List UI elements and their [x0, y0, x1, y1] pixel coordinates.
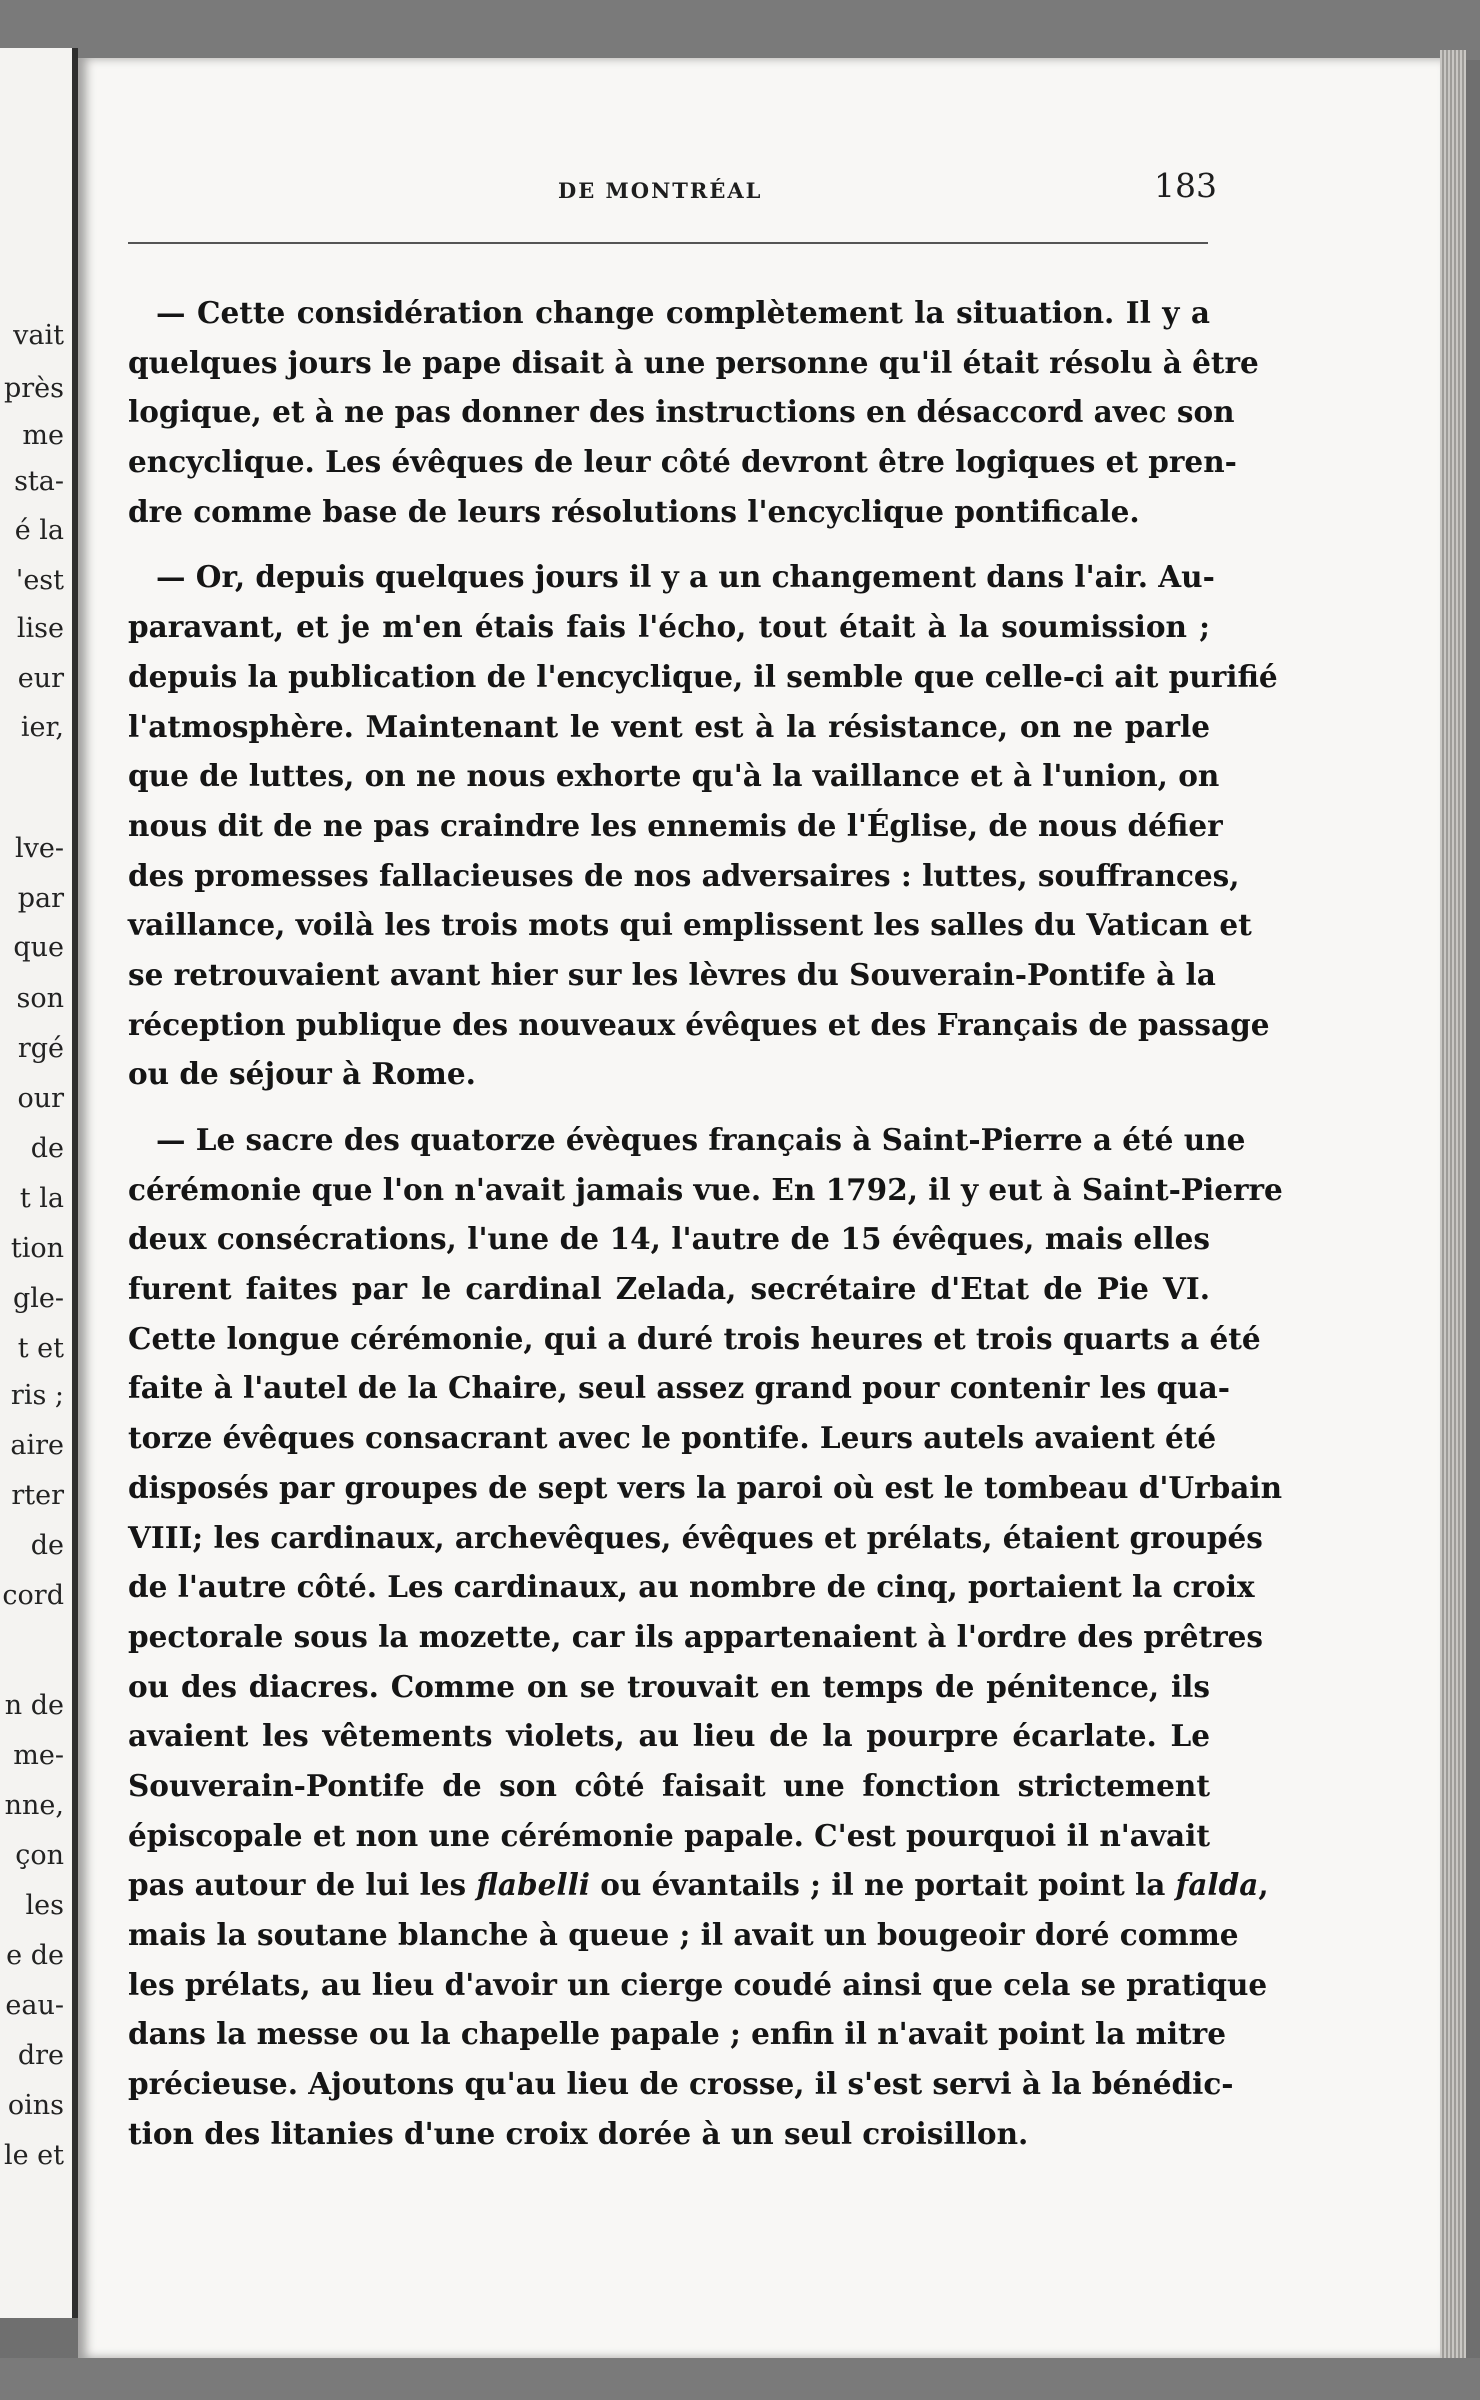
page-number: 183 [1154, 166, 1217, 205]
facing-page-fragment: our [17, 1083, 64, 1114]
facing-page-fragment: lve- [15, 833, 64, 864]
facing-page-fragment: eau- [5, 1990, 64, 2021]
facing-page-fragment: de [30, 1133, 64, 1164]
facing-page-fragment: ier, [20, 712, 64, 743]
text-line: furent faites par le cardinal Zelada, secrétaire d'Etat de Pie VI. [128, 1271, 1210, 1307]
facing-page-fragment: dre [17, 2040, 64, 2071]
text-line: les prélats, au lieu d'avoir un cierge coudé ainsi que cela se pratique [128, 1966, 1268, 2002]
text-segment: , [1258, 1867, 1269, 1903]
facing-page-fragment: son [16, 983, 64, 1014]
text-line: dre comme base de leurs résolutions l'encyclique pontificale. [128, 493, 1140, 529]
text-line: ou de séjour à Rome. [128, 1056, 476, 1092]
text-line: se retrouvaient avant hier sur les lèvres du Souverain-Pontife à la [128, 956, 1216, 992]
text-line: mais la soutane blanche à queue ; il avait un bougeoir doré comme [128, 1917, 1239, 1952]
text-line: des promesses fallacieuses de nos adversaires : luttes, souffrances, [128, 857, 1240, 893]
text-line: — Or, depuis quelques jours il y a un changement dans l'air. Au- [156, 559, 1215, 595]
paragraph [128, 1115, 1283, 2158]
facing-page-fragment: n de [4, 1690, 64, 1721]
text-line [128, 1860, 1269, 1910]
text-line: logique, et à ne pas donner des instructions en désaccord avec son [128, 394, 1235, 430]
facing-page-fragment: eur [17, 663, 64, 694]
facing-page-fragment: aire [10, 1430, 64, 1461]
text-line: réception publique des nouveaux évêques et des Français de passage [128, 1006, 1270, 1042]
text-line: l'atmosphère. Maintenant le vent est à la résistance, on ne parle [128, 708, 1210, 744]
facing-page-fragment: rter [11, 1480, 64, 1511]
paragraph-gap [128, 536, 1210, 552]
text-line: paravant, et je m'en étais fais l'écho, tout était à la soumission ; [128, 609, 1210, 645]
facing-page-fragment: oins [7, 2090, 64, 2121]
text-line: de l'autre côté. Les cardinaux, au nombre de cinq, portaient la croix [128, 1569, 1255, 1605]
facing-page-fragment: ris ; [10, 1380, 64, 1411]
text-line: depuis la publication de l'encyclique, il semble que celle-ci ait purifié [128, 658, 1278, 694]
facing-page-fragment: tion [10, 1233, 64, 1264]
facing-page-fragment: que [13, 932, 64, 963]
facing-page-fragment: gle- [12, 1283, 64, 1314]
text-line: vaillance, voilà les trois mots qui emplissent les salles du Vatican et [128, 907, 1252, 943]
facing-page-fragment: 'est [15, 565, 64, 596]
facing-page-fragment: vait [13, 320, 64, 351]
text-line: précieuse. Ajoutons qu'au lieu de crosse, il s'est servi à la bénédic- [128, 2066, 1234, 2102]
text-line: tion des litanies d'une croix dorée à un seul croisillon. [128, 2115, 1029, 2151]
text-line: Souverain-Pontife de son côté faisait une fonction strictement [128, 1767, 1210, 1803]
paragraph [128, 552, 1278, 1099]
page-edge [1440, 50, 1466, 2360]
text-line: ou des diacres. Comme on se trouvait en temps de pénitence, ils [128, 1668, 1210, 1704]
header-rule [128, 242, 1208, 244]
text-line: torze évêques consacrant avec le pontife. Leurs autels avaient été [128, 1420, 1217, 1456]
facing-page-fragment: t et [17, 1333, 64, 1364]
facing-page-fragment: é la [14, 515, 64, 546]
facing-page-fragment: de [30, 1530, 64, 1561]
text-line: Cette longue cérémonie, qui a duré trois heures et trois quarts a été [128, 1320, 1261, 1356]
text-line: épiscopale et non une cérémonie papale. C'est pourquoi il n'avait [128, 1817, 1210, 1853]
text-line: disposés par groupes de sept vers la paroi où est le tombeau d'Urbain [128, 1469, 1283, 1505]
facing-page-fragment: t la [19, 1183, 64, 1214]
text-line: deux consécrations, l'une de 14, l'autre de 15 évêques, mais elles [128, 1221, 1210, 1257]
text-line: cérémonie que l'on n'avait jamais vue. En 1792, il y eut à Saint-Pierre [128, 1171, 1283, 1207]
text-line: quelques jours le pape disait à une personne qu'il était résolu à être [128, 344, 1259, 380]
facing-page-fragment: cord [2, 1580, 64, 1611]
facing-page-fragment: çon [15, 1840, 64, 1871]
facing-page-fragment: me- [13, 1740, 64, 1771]
paragraph-gap [128, 1099, 1210, 1115]
text-line: encyclique. Les évêques de leur côté devront être logiques et pren- [128, 444, 1237, 480]
running-head: DE MONTRÉAL [558, 178, 763, 203]
text-segment: pas autour de lui les [128, 1867, 477, 1903]
paragraph [128, 288, 1259, 536]
facing-page-fragment: les [25, 1890, 64, 1921]
text-line: pectorale sous la mozette, car ils appartenaient à l'ordre des prêtres [128, 1618, 1264, 1654]
text-line: faite à l'autel de la Chaire, seul assez grand pour contenir les qua- [128, 1370, 1230, 1406]
text-line: avaient les vêtements violets, au lieu de la pourpre écarlate. Le [128, 1718, 1210, 1754]
text-line: VIII; les cardinaux, archevêques, évêques et prélats, étaient groupés [128, 1519, 1263, 1555]
text-line: que de luttes, on ne nous exhorte qu'à la vaillance et à l'union, on [128, 758, 1220, 794]
italic-term: falda [1175, 1867, 1259, 1903]
page-body [128, 288, 1283, 2158]
text-line: nous dit de ne pas craindre les ennemis de l'Église, de nous défier [128, 807, 1223, 843]
facing-page-fragment: le et [3, 2140, 64, 2171]
scan-background-bottom [0, 2358, 1480, 2400]
text-line: — Le sacre des quatorze évèques français à Saint-Pierre a été une [156, 1122, 1246, 1157]
facing-page-fragment: rgé [17, 1033, 64, 1064]
facing-page-fragment: lise [16, 613, 64, 644]
facing-page-margin [0, 48, 78, 2318]
text-segment: ou évantails ; il ne portait point la [589, 1867, 1176, 1903]
facing-page-fragment: par [17, 883, 64, 914]
text-line: — Cette considération change complètement la situation. Il y a [156, 295, 1210, 330]
facing-page-fragment: près [3, 373, 64, 404]
facing-page-fragment: sta- [14, 466, 64, 497]
facing-page-fragment: e de [6, 1940, 64, 1971]
facing-page-fragment: me [22, 420, 64, 451]
text-line: dans la messe ou la chapelle papale ; enfin il n'avait point la mitre [128, 2016, 1226, 2052]
scan-background-top [0, 0, 1480, 60]
italic-term: flabelli [476, 1867, 590, 1903]
facing-page-fragment: nne, [4, 1790, 64, 1821]
